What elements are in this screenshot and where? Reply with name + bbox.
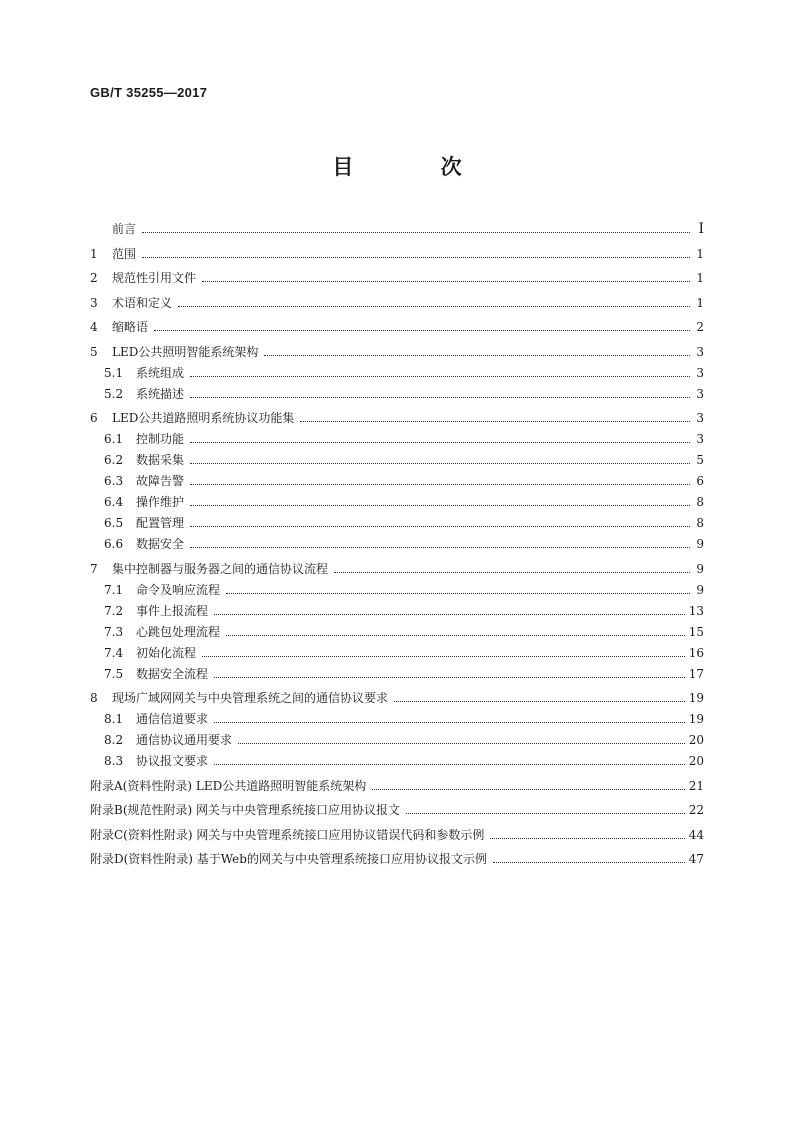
toc-entry-number: 7.5 (104, 666, 124, 681)
dot-leader (300, 421, 690, 422)
toc-entry-page: 3 (696, 386, 704, 401)
toc-entry[interactable] (90, 531, 704, 552)
toc-entry-page: 8 (696, 516, 704, 530)
toc-entry-page: 6 (696, 474, 704, 488)
dot-leader (264, 355, 690, 356)
standard-code: GB/T 35255—2017 (90, 85, 208, 100)
toc-entry[interactable] (90, 598, 704, 619)
toc-entry[interactable] (90, 447, 704, 468)
toc-entry-number: 7.2 (104, 603, 124, 618)
dot-leader (190, 463, 690, 464)
toc-entry[interactable] (90, 314, 704, 335)
toc-entry[interactable] (90, 241, 704, 262)
toc-entry[interactable] (90, 706, 704, 727)
toc-entry-title: 现场广域网网关与中央管理系统之间的通信协议要求 (112, 691, 389, 705)
toc-entry[interactable] (90, 216, 704, 237)
toc-entry-page: 19 (688, 691, 704, 705)
toc-entry[interactable] (90, 290, 704, 311)
toc-entry-title: 数据安全 (136, 537, 185, 551)
toc-entry-page: 3 (696, 365, 704, 380)
toc-entry-page: 3 (696, 432, 704, 446)
toc-entry-number: 5.1 (104, 365, 124, 380)
dot-leader (214, 722, 685, 723)
dot-leader (226, 593, 690, 594)
dot-leader (372, 789, 685, 790)
toc-entry-page: 9 (696, 537, 704, 551)
toc-entry-title: 缩略语 (112, 320, 149, 334)
toc-entry-page: 20 (688, 754, 704, 768)
toc-entry-title: 心跳包处理流程 (136, 624, 221, 639)
toc-entry-page: I (698, 221, 704, 237)
toc-entry-number: 8.1 (104, 712, 124, 726)
toc-entry-page: 3 (696, 344, 704, 359)
dot-leader (178, 306, 690, 307)
toc-entry-title: 通信信道要求 (136, 712, 209, 726)
toc-entry-title: 配置管理 (136, 516, 185, 530)
dot-leader (394, 701, 685, 702)
dot-leader (214, 614, 685, 615)
toc-entry-page: 9 (696, 582, 704, 597)
dot-leader (334, 572, 690, 573)
toc-entry-title: 范围 (112, 246, 137, 261)
toc-entry-number: 7.3 (104, 624, 124, 639)
toc-entry-page: 15 (688, 624, 704, 639)
toc-entry-page: 1 (696, 295, 704, 310)
dot-leader (406, 813, 685, 814)
toc-entry-title: 集中控制器与服务器之间的通信协议流程 (112, 561, 329, 576)
toc-entry[interactable] (90, 265, 704, 286)
toc-entry[interactable] (90, 468, 704, 489)
dot-leader (190, 484, 690, 485)
toc-entry-number: 7.4 (104, 645, 124, 660)
toc-entry[interactable] (90, 773, 704, 794)
toc-entry[interactable] (90, 556, 704, 577)
dot-leader (202, 656, 685, 657)
toc-entry-title: LED公共照明智能系统架构 (112, 344, 259, 359)
toc-entry-number: 8.2 (104, 733, 124, 747)
toc-entry-number: 7.1 (104, 582, 124, 597)
toc-entry[interactable] (90, 405, 704, 426)
toc-entry-number: 8 (90, 691, 98, 705)
dot-leader (190, 397, 690, 398)
toc-entry-title: 术语和定义 (112, 295, 173, 310)
toc-entry-page: 19 (688, 712, 704, 726)
toc-entry-page: 17 (688, 666, 704, 681)
toc-entry-title: 系统描述 (136, 386, 185, 401)
toc-entry-number: 5 (90, 344, 98, 359)
toc-entry-title: 规范性引用文件 (112, 271, 197, 285)
toc-entry-title: 附录B(规范性附录) 网关与中央管理系统接口应用协议报文 (90, 803, 400, 817)
toc-entry-number: 6.6 (104, 537, 124, 551)
toc-entry-title: LED公共道路照明系统协议功能集 (112, 411, 295, 425)
dot-leader (226, 635, 685, 636)
dot-leader (490, 838, 684, 839)
toc-entry[interactable] (90, 748, 704, 769)
toc-entry[interactable] (90, 640, 704, 661)
toc-entry-page: 2 (696, 320, 704, 334)
toc-entry-title: 附录D(资料性附录) 基于Web的网关与中央管理系统接口应用协议报文示例 (90, 852, 487, 866)
dot-leader (238, 743, 685, 744)
toc-entry[interactable] (90, 797, 704, 818)
dot-leader (214, 677, 685, 678)
toc-entry-number: 1 (90, 246, 98, 261)
table-of-contents (90, 216, 704, 867)
toc-entry[interactable] (90, 489, 704, 510)
toc-entry-page: 47 (688, 852, 704, 866)
toc-entry-page: 16 (688, 645, 704, 660)
toc-entry[interactable] (90, 339, 704, 360)
toc-entry-title: 通信协议通用要求 (136, 733, 233, 747)
toc-entry-title: 数据采集 (136, 453, 185, 467)
toc-entry[interactable] (90, 577, 704, 598)
toc-entry-page: 5 (696, 453, 704, 467)
toc-entry-number: 6.4 (104, 495, 124, 509)
toc-entry-title: 故障告警 (136, 474, 185, 488)
toc-entry-number: 2 (90, 271, 98, 285)
toc-entry[interactable] (90, 619, 704, 640)
toc-entry[interactable] (90, 510, 704, 531)
toc-entry-number: 5.2 (104, 386, 124, 401)
toc-entry[interactable] (90, 426, 704, 447)
toc-entry-title: 控制功能 (136, 432, 185, 446)
toc-entry-title: 事件上报流程 (136, 603, 209, 618)
toc-entry-page: 8 (696, 495, 704, 509)
dot-leader (142, 232, 690, 233)
toc-title: 目 次 (332, 154, 502, 179)
toc-entry-title: 数据安全流程 (136, 666, 209, 681)
dot-leader (190, 442, 690, 443)
dot-leader (190, 505, 690, 506)
toc-entry-title: 初始化流程 (136, 645, 197, 660)
dot-leader (202, 281, 690, 282)
toc-entry-title: 系统组成 (136, 365, 185, 380)
toc-entry-number: 6.2 (104, 453, 124, 467)
dot-leader (493, 862, 685, 863)
toc-entry-number: 6.3 (104, 474, 124, 488)
dot-leader (214, 764, 685, 765)
toc-entry-page: 9 (696, 561, 704, 576)
toc-entry-page: 1 (696, 271, 704, 285)
toc-entry[interactable] (90, 360, 704, 381)
dot-leader (190, 526, 690, 527)
toc-entry-title: 前言 (112, 222, 137, 236)
toc-entry-page: 44 (688, 827, 704, 842)
toc-entry-title: 附录A(资料性附录) LED公共道路照明智能系统架构 (90, 778, 367, 793)
toc-entry-title: 协议报文要求 (136, 754, 209, 768)
dot-leader (190, 547, 690, 548)
toc-entry[interactable] (90, 685, 704, 706)
toc-entry-number: 6 (90, 411, 98, 425)
toc-entry[interactable] (90, 727, 704, 748)
toc-entry-number: 3 (90, 295, 98, 310)
toc-entry-number: 6.5 (104, 516, 124, 530)
toc-entry-page: 3 (696, 411, 704, 425)
dot-leader (142, 257, 690, 258)
toc-entry-title: 操作维护 (136, 495, 185, 509)
toc-entry-page: 13 (688, 603, 704, 618)
toc-entry-title: 附录C(资料性附录) 网关与中央管理系统接口应用协议错误代码和参数示例 (90, 827, 485, 842)
toc-entry-title: 命令及响应流程 (136, 582, 221, 597)
toc-entry-number: 4 (90, 320, 98, 334)
toc-entry-number: 7 (90, 561, 98, 576)
toc-entry-page: 20 (688, 733, 704, 747)
toc-entry-page: 21 (688, 778, 704, 793)
toc-entry[interactable] (90, 846, 704, 867)
dot-leader (154, 330, 690, 331)
toc-entry[interactable] (90, 661, 704, 682)
toc-entry-number: 6.1 (104, 432, 124, 446)
toc-entry-page: 1 (696, 246, 704, 261)
toc-entry-number: 8.3 (104, 754, 124, 768)
dot-leader (190, 376, 690, 377)
toc-entry[interactable] (90, 822, 704, 843)
toc-entry[interactable] (90, 381, 704, 402)
toc-entry-page: 22 (688, 803, 704, 817)
